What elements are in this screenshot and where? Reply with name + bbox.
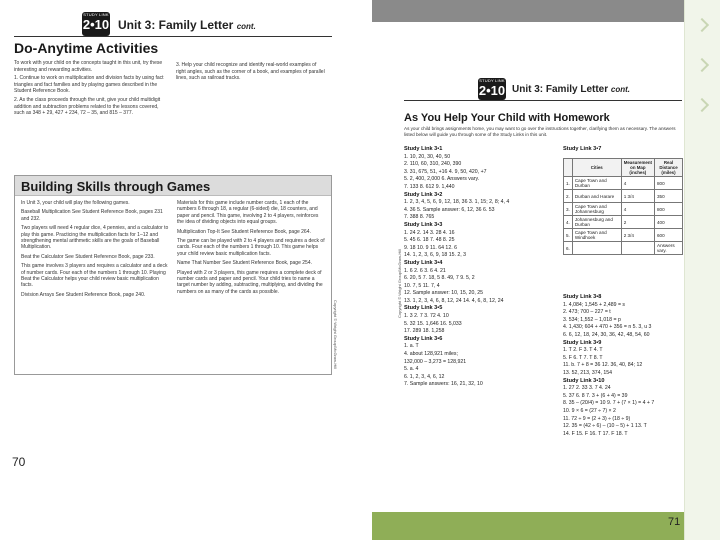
games-box <box>14 175 332 375</box>
answer-line: 12. 35 = (42 ÷ 6) – (10 – 5) + 1 13. T <box>563 423 647 430</box>
table-cell: 4. <box>564 216 573 229</box>
answer-line: 7. 388 8. 765 <box>404 214 435 221</box>
study-link-heading: Study Link 3•9 <box>563 339 602 346</box>
table-cell: Cape Town and Durban <box>572 177 621 190</box>
table-cell: Johannesburg and Durban <box>572 216 621 229</box>
do-anytime-column-1: To work with your child on the concepts taught in this unit, try these interesting and rewarding activities. 1. Continue to work on multiplication and division facts by using fact triangles and fact families and by playing games described in the Student Reference Book. 2. As the class proceeds through the unit, give your child multidigit addition and subtraction problems related to the lessons covered, such as 348 + 29, 427 + 234, 72 – 35, and 815 – 377. <box>14 60 164 117</box>
distance-table: Cities Measurement on Map (inches) Real Distance (miles) 1. Cape Town and Durban 4 800 2. Durban and Harare 1 3/4 350 3. Cape Town and Johannesburg 4 800 4. Johannesburg and Durban 2 400 5. Cape Town and Windhoek 2 3/4 600 6. Answers vary. <box>563 158 683 255</box>
answer-line: 5. 45 6. 18 7. 48 8. 25 <box>404 237 455 244</box>
divider <box>14 36 332 37</box>
do-anytime-column-2: 3. Help your child recognize and identify real-world examples of right angles, such as the corner of a book, and examples of parallel lines, such as railroad tracks. <box>176 62 325 82</box>
table-cell: 4 <box>621 177 654 190</box>
table-cell: Cape Town and Johannesburg <box>572 203 621 216</box>
table-cell: 2 3/4 <box>621 229 654 242</box>
answer-line: 132,000 – 3,273 = 128,921 <box>404 358 467 365</box>
answers-column-1 <box>404 146 560 389</box>
answer-line: 3. 31, 675, 51, +16 4. 9, 50, 420, +7 <box>404 168 487 175</box>
decorative-right-border <box>684 0 720 540</box>
answer-line: 10. 7, 5 11. 7, 4 <box>404 282 440 289</box>
study-link-heading: Study Link 3•8 <box>563 294 602 300</box>
answer-line: 4. 36 5. Sample answer: 6, 12, 36 6. 53 <box>404 206 495 213</box>
do-anytime-title: Do-Anytime Activities <box>14 40 159 56</box>
table-cell: 3. <box>564 203 573 216</box>
table-row <box>564 177 683 190</box>
divider <box>404 100 682 101</box>
answer-line: 6. 1, 2, 3, 4, 6, 12 <box>404 373 445 380</box>
answer-line: 5. 37 6. 8 7. 3 + (6 + 4) = 39 <box>563 392 628 399</box>
table-cell <box>621 242 654 255</box>
answer-line: 5. a. 4 <box>404 366 419 373</box>
table-cell: Answers vary. <box>655 242 683 255</box>
answer-line: 11. b. 7 + 8 = 36 12. 36, 40, 84; 12 <box>563 362 643 369</box>
decorative-bottom-bar <box>372 512 684 540</box>
answer-line: 4. 1,430; 604 + 470 + 356 = n 5. 3, u 3 <box>563 324 652 331</box>
answer-line: 2. 110, 60, 310, 240, 390 <box>404 161 462 168</box>
help-title: As You Help Your Child with Homework <box>404 112 610 124</box>
table-cell: 5. <box>564 229 573 242</box>
table-cell: 1. <box>564 177 573 190</box>
study-link-badge: STUDY LINK 2•10 <box>478 78 506 98</box>
table-cell <box>572 242 621 255</box>
answer-line: 11. 72 ÷ 9 = (2 + 3) ÷ (18 ÷ 9) <box>563 415 631 422</box>
chevron-right-icon <box>695 18 709 32</box>
study-link-heading: Study Link 3•10 <box>563 377 605 384</box>
answer-line: 3. 534; 1,552 – 1,018 = p <box>563 316 621 323</box>
unit-title: Unit 3: Family Letter cont. <box>512 84 631 95</box>
table-cell: Durban and Harare <box>572 190 621 203</box>
answer-line: 4. about 128,921 miles; <box>404 351 458 358</box>
table-cell: 2. <box>564 190 573 203</box>
table-row <box>564 190 683 203</box>
answer-line: 1. 3 2. 7 3. 72 4. 10 <box>404 313 449 320</box>
table-row <box>564 203 683 216</box>
answer-line: 17. 289 18. 1,258 <box>404 328 445 335</box>
table-row <box>564 229 683 242</box>
table-cell: 6. <box>564 242 573 255</box>
chevron-right-icon <box>695 58 709 72</box>
answer-line: 9. 18 10. 9 11. 64 12. 6 <box>404 244 457 251</box>
games-title: Building Skills through Games <box>15 176 331 196</box>
answer-line: 10. 9 × 6 = (27 ÷ 7) × 2 <box>563 407 616 414</box>
answer-line: 1. 24 2. 14 3. 28 4. 16 <box>404 229 455 236</box>
table-cell: 350 <box>655 190 683 203</box>
answer-line: 5. 2, 400, 2,000 6. Answers vary. <box>404 176 480 183</box>
answer-line: 7. 133 8. 612 9. 1,440 <box>404 183 455 190</box>
answer-line: 8. 35 – (20/4) = 10 9. 7 + (7 × 1) = 4 + 7 <box>563 400 655 407</box>
answer-line: 1. T 2. F 3. T 4. T <box>563 347 603 354</box>
table-cell: 800 <box>655 177 683 190</box>
answer-line: 1. 6 2. 6 3. 6 4. 21 <box>404 267 446 274</box>
answers-column-2 <box>563 294 683 438</box>
answer-line: 6. 6, 12, 18, 24, 30, 36, 42, 48, 54, 60 <box>563 331 650 338</box>
study-link-3-7-title: Study Link 3•7 <box>563 146 602 152</box>
chevron-right-icon <box>695 98 709 112</box>
study-link-heading: Study Link 3•6 <box>404 335 443 342</box>
table-cell: 800 <box>655 203 683 216</box>
table-cell: 4 <box>621 203 654 216</box>
table-cell: 600 <box>655 229 683 242</box>
answer-line: 7. Sample answers: 16, 21, 32, 10 <box>404 381 483 388</box>
answer-line: 13. 1, 2, 3, 4, 6, 8, 12, 24 14. 4, 6, 8, 12, 24 <box>404 297 504 304</box>
help-intro: As your child brings assignments home, you may want to go over the instructions together, clarifying them as necessary. The answers listed below will guide you through some of the Study Links in this unit. <box>404 126 676 137</box>
games-column-2: Materials for this game include number cards, 1 each of the numbers 6 through 18, a regular (6-sided) die, 18 counters, and paper and pencil. This game, involving 2 to 4 players, reinforces the idea of dividing objects into equal groups. Multiplication Top-It See Student Reference Book, page 264. The game can be played with 2 to 4 players and requires a deck of cards. Four each of the numbers 1 through 10. This game helps your child review basic multiplication facts. Name That Number See Student Reference Book, page 254. Played with 2 or 3 players, this game requires a complete deck of number cards and paper and pencil. Your child tries to name a target number by adding, subtracting, multiplying, and dividing the numbers on as many of the cards as possible. <box>177 200 325 295</box>
page-number-right: 71 <box>668 516 681 528</box>
study-link-heading: Study Link 3•5 <box>404 305 443 312</box>
study-link-heading: Study Link 3•3 <box>404 221 443 228</box>
table-row <box>564 242 683 255</box>
answer-line: 5. F 6. T 7. T 8. T <box>563 354 603 361</box>
study-link-heading: Study Link 3•4 <box>404 259 443 266</box>
answer-line: 5. 32 15. 1,646 16. 5,033 <box>404 320 462 327</box>
answer-line: 6. 20, 5 7. 18, 5 8. 49, 7 9. 5, 2 <box>404 275 475 282</box>
answer-line: 2. 473; 700 – 227 = t <box>563 309 611 316</box>
answer-line: 1. 4,084; 1,545 + 2,489 = s <box>563 301 626 308</box>
study-link-heading: Study Link 3•1 <box>404 146 443 152</box>
answer-line: 14. 1, 2, 3, 6, 9, 18 15. 2, 3 <box>404 252 467 259</box>
answer-line: 1. 27 2. 33 3. 7 4. 24 <box>563 385 611 392</box>
answer-line: 1. a. T <box>404 343 419 350</box>
page-number-left: 70 <box>12 455 26 469</box>
study-link-heading: Study Link 3•2 <box>404 191 443 198</box>
answer-line: 12. Sample answer: 10, 15, 20, 25 <box>404 290 484 297</box>
answer-line: 13. 52, 213, 374, 154 <box>563 369 613 376</box>
answer-line: 1. 10, 20, 30, 40, 50 <box>404 153 451 160</box>
study-link-badge: STUDY LINK 2•10 <box>82 12 110 36</box>
left-page <box>0 0 372 512</box>
unit-title: Unit 3: Family Letter cont. <box>118 18 256 32</box>
answer-line: 1. 2, 3, 4, 5, 6, 9, 12, 18, 36 3. 1, 15; 2, 8; 4, 4 <box>404 199 510 206</box>
copyright-text: Copyright © Wright Group/McGraw-Hill <box>397 249 402 318</box>
copyright-text: Copyright © Wright Group/McGraw-Hill <box>333 300 338 369</box>
table-cell: Cape Town and Windhoek <box>572 229 621 242</box>
decorative-top-bar <box>372 0 684 22</box>
table-cell: 1 3/4 <box>621 190 654 203</box>
table-cell: 400 <box>655 216 683 229</box>
table-row <box>564 216 683 229</box>
table-cell: 2 <box>621 216 654 229</box>
games-column-1: In Unit 3, your child will play the following games. Baseball Multiplication See Student Reference Book, pages 231 and 232. Two players will need 4 regular dice, 4 pennies, and a calculator to play this game. Practicing the multiplication facts for 1–12 and strengthening mental arithmetic skills are the goals of Baseball Multiplication. Beat the Calculator See Student Reference Book, page 233. This game involves 3 players and requires a calculator and a deck of number cards. Four each of the numbers 1 through 10. Playing Beat the Calculator helps your child review basic multiplication facts. Division Arrays See Student Reference Book, page 240. <box>21 200 169 298</box>
answer-line: 14. F 15. F 16. T 17. F 18. T <box>563 430 628 437</box>
